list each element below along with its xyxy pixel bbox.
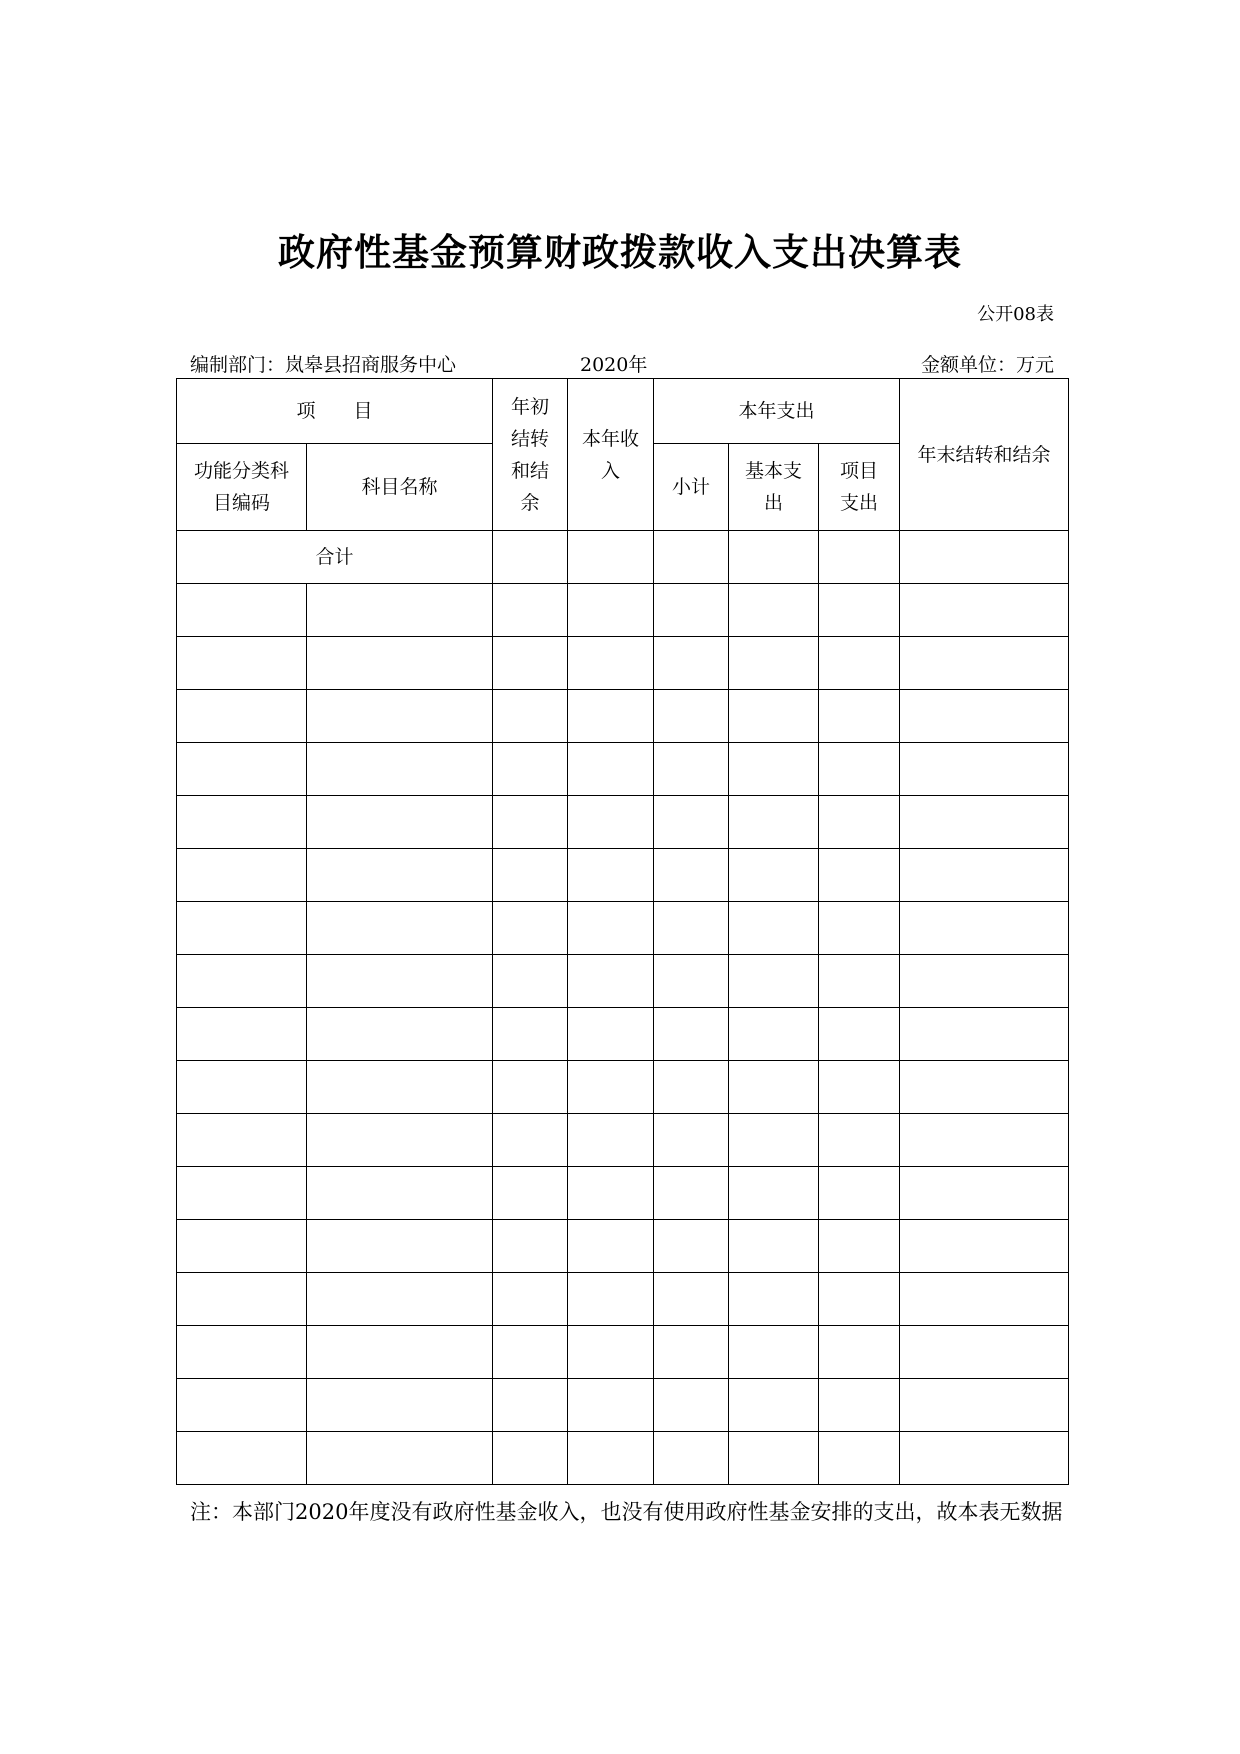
table-row: [177, 1220, 1069, 1273]
table-cell: [307, 1379, 493, 1432]
table-cell: [819, 1008, 900, 1061]
table-cell: [568, 637, 654, 690]
header-row-1: [177, 379, 1069, 444]
table-cell: [729, 1326, 819, 1379]
table-cell: [729, 849, 819, 902]
table-row: [177, 1167, 1069, 1220]
table-cell: [729, 690, 819, 743]
table-cell: [307, 796, 493, 849]
table-cell: [493, 637, 568, 690]
table-cell: [568, 955, 654, 1008]
meta-row: [190, 350, 1054, 378]
table-cell: [307, 1273, 493, 1326]
table-row: [177, 1432, 1069, 1485]
page-title: 政府性基金预算财政拨款收入支出决算表: [278, 231, 962, 274]
table-row: [177, 1114, 1069, 1167]
table-cell: [729, 1379, 819, 1432]
table-cell: [307, 637, 493, 690]
table-cell: [568, 1273, 654, 1326]
table-cell: [493, 796, 568, 849]
table-cell: [177, 637, 307, 690]
table-cell: [654, 1379, 729, 1432]
table-cell: [654, 584, 729, 637]
table-cell: [819, 1273, 900, 1326]
table-cell: [900, 743, 1069, 796]
table-cell: [493, 584, 568, 637]
table-cell: [493, 902, 568, 955]
table-cell: [568, 1114, 654, 1167]
table-cell: [307, 690, 493, 743]
table-cell: [493, 1061, 568, 1114]
header-project-expense-text: 项目支出: [839, 460, 878, 514]
table-cell: [900, 637, 1069, 690]
table-cell: [307, 902, 493, 955]
table-cell: [654, 1114, 729, 1167]
table-cell: [900, 1114, 1069, 1167]
table-cell: [819, 690, 900, 743]
table-cell: [177, 584, 307, 637]
table-cell: [177, 1432, 307, 1485]
table-cell: [177, 796, 307, 849]
total-cell: [493, 531, 568, 584]
table-cell: [819, 1379, 900, 1432]
table-cell: [654, 1061, 729, 1114]
table-cell: [493, 1220, 568, 1273]
table-cell: [177, 955, 307, 1008]
table-row: [177, 1061, 1069, 1114]
table-cell: [307, 1061, 493, 1114]
table-cell: [493, 1114, 568, 1167]
header-expense: 本年支出: [654, 379, 900, 444]
table-cell: [900, 1273, 1069, 1326]
table-cell: [654, 1326, 729, 1379]
table-cell: [493, 955, 568, 1008]
table-cell: [819, 955, 900, 1008]
table-cell: [729, 796, 819, 849]
table-row: [177, 902, 1069, 955]
table-cell: [307, 955, 493, 1008]
table-cell: [654, 743, 729, 796]
table-cell: [900, 1379, 1069, 1432]
table-cell: [568, 584, 654, 637]
table-row: [177, 849, 1069, 902]
table-cell: [177, 1061, 307, 1114]
table-cell: [654, 955, 729, 1008]
total-cell: [900, 531, 1069, 584]
header-income-text: 本年收入: [581, 427, 639, 482]
table-cell: [729, 1008, 819, 1061]
table-row: [177, 1273, 1069, 1326]
table-cell: [900, 1326, 1069, 1379]
table-row: [177, 584, 1069, 637]
table-cell: [900, 1167, 1069, 1220]
table-cell: [819, 1326, 900, 1379]
table-cell: [568, 1432, 654, 1485]
table-row: [177, 1008, 1069, 1061]
table-row: [177, 796, 1069, 849]
table-cell: [177, 849, 307, 902]
table-cell: [729, 584, 819, 637]
table-cell: [729, 902, 819, 955]
table-cell: [900, 690, 1069, 743]
table-cell: [900, 902, 1069, 955]
table-cell: [177, 1008, 307, 1061]
table-cell: [568, 796, 654, 849]
total-cell: [729, 531, 819, 584]
table-cell: [493, 743, 568, 796]
table-cell: [307, 1432, 493, 1485]
table-cell: [568, 743, 654, 796]
table-cell: [568, 1379, 654, 1432]
table-cell: [568, 1220, 654, 1273]
header-item: 项 目: [177, 379, 493, 444]
table-cell: [493, 849, 568, 902]
header-subject-name: 科目名称: [307, 444, 493, 531]
table-cell: [819, 1114, 900, 1167]
table-cell: [177, 1273, 307, 1326]
header-func-code: [177, 444, 307, 531]
table-cell: [307, 1326, 493, 1379]
table-cell: [177, 1326, 307, 1379]
table-cell: [900, 1008, 1069, 1061]
table-row: [177, 637, 1069, 690]
table-cell: [307, 743, 493, 796]
total-row: [177, 531, 1069, 584]
table-cell: [729, 1061, 819, 1114]
table-row: [177, 1379, 1069, 1432]
table-cell: [654, 1273, 729, 1326]
table-cell: [177, 1167, 307, 1220]
header-begin-balance: [493, 379, 568, 531]
table-cell: [729, 743, 819, 796]
form-number: 公开08表: [977, 304, 1054, 325]
table-cell: [819, 1220, 900, 1273]
table-cell: [177, 690, 307, 743]
table-cell: [819, 743, 900, 796]
table-cell: [819, 584, 900, 637]
table-cell: [307, 1167, 493, 1220]
table-cell: [493, 1432, 568, 1485]
table-cell: [568, 1167, 654, 1220]
table-cell: [493, 1273, 568, 1326]
footnote: 注：本部门2020年度没有政府性基金收入，也没有使用政府性基金安排的支出，故本表无数据: [190, 1500, 1063, 1524]
table-cell: [900, 796, 1069, 849]
total-cell: [568, 531, 654, 584]
table-cell: [307, 1220, 493, 1273]
table-cell: [177, 1114, 307, 1167]
table-cell: [493, 1379, 568, 1432]
unit-label: 金额单位：万元: [920, 354, 1054, 376]
table-cell: [729, 1273, 819, 1326]
department-label: 编制部门：岚皋县招商服务中心: [190, 354, 457, 376]
table-cell: [568, 690, 654, 743]
year-label: 2020年: [580, 354, 648, 376]
table-cell: [900, 955, 1069, 1008]
table-cell: [819, 1061, 900, 1114]
table-cell: [654, 1167, 729, 1220]
table-cell: [307, 1114, 493, 1167]
table-cell: [654, 690, 729, 743]
table-cell: [729, 1432, 819, 1485]
header-project-expense: [819, 444, 900, 531]
table-cell: [900, 1432, 1069, 1485]
table-cell: [177, 902, 307, 955]
table-cell: [568, 1008, 654, 1061]
table-cell: [177, 743, 307, 796]
table-cell: [654, 637, 729, 690]
table-cell: [177, 1220, 307, 1273]
table-cell: [900, 849, 1069, 902]
table-cell: [307, 584, 493, 637]
table-cell: [568, 1061, 654, 1114]
table-cell: [729, 1114, 819, 1167]
table-cell: [819, 796, 900, 849]
table-cell: [819, 902, 900, 955]
table-cell: [654, 902, 729, 955]
table-cell: [729, 1220, 819, 1273]
total-cell: [654, 531, 729, 584]
total-label: 合计: [177, 531, 493, 584]
header-subtotal: 小计: [654, 444, 729, 531]
header-begin-balance-text: 年初结转和结余: [510, 395, 549, 514]
table-cell: [819, 637, 900, 690]
budget-table: [176, 378, 1069, 1485]
table-cell: [177, 1379, 307, 1432]
table-cell: [568, 1326, 654, 1379]
table-row: [177, 743, 1069, 796]
table-cell: [819, 1167, 900, 1220]
table-cell: [900, 584, 1069, 637]
table-cell: [307, 1008, 493, 1061]
table-cell: [568, 849, 654, 902]
table-cell: [900, 1061, 1069, 1114]
table-cell: [729, 637, 819, 690]
header-basic-expense: [729, 444, 819, 531]
table-cell: [654, 1220, 729, 1273]
total-cell: [819, 531, 900, 584]
table-cell: [654, 849, 729, 902]
table-cell: [654, 1008, 729, 1061]
table-cell: [493, 1008, 568, 1061]
table-cell: [819, 849, 900, 902]
table-cell: [493, 690, 568, 743]
table-cell: [729, 955, 819, 1008]
header-func-code-text: 功能分类科目编码: [193, 460, 289, 514]
table-cell: [493, 1167, 568, 1220]
table-cell: [819, 1432, 900, 1485]
header-basic-expense-text: 基本支出: [744, 460, 802, 514]
table-cell: [654, 796, 729, 849]
table-row: [177, 955, 1069, 1008]
table-cell: [729, 1167, 819, 1220]
table-row: [177, 1326, 1069, 1379]
table-row: [177, 690, 1069, 743]
table-cell: [493, 1326, 568, 1379]
table-cell: [307, 849, 493, 902]
header-income: [568, 379, 654, 531]
table-cell: [654, 1432, 729, 1485]
table-cell: [900, 1220, 1069, 1273]
table-cell: [568, 902, 654, 955]
header-end-balance: 年末结转和结余: [900, 379, 1069, 531]
